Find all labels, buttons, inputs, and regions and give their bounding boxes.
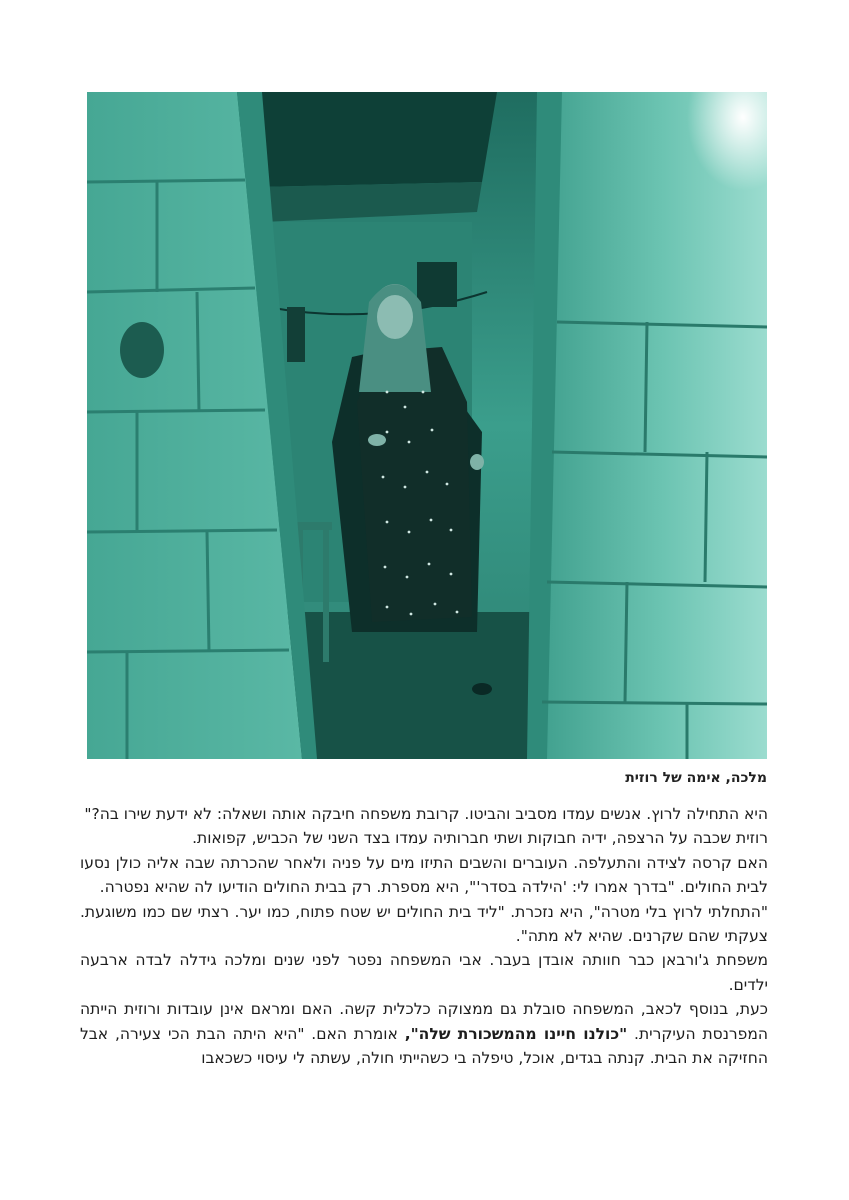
photo-woman-in-alley — [87, 92, 767, 759]
paragraph: "התחלתי לרוץ בלי מטרה", היא נזכרת. "ליד בית החולים יש שטח פתוח, כמו יער. רצתי שם כמו משוגעת. צעקתי שהם שקרנים. שהיא לא מתה". — [80, 902, 768, 946]
paragraph: האם קרסה לצידה והתעלפה. העוברים והשבים התיזו מים על פניה ולאחר שהכרתה שבה אליה כולן נסעו לבית החולים. "בדרך אמרו לי: 'הילדה בסדר'", היא מספרת. רק בבית החולים הודיעו לה שהיא נפטרה. — [80, 853, 768, 897]
paragraph: רוזית שכבה על הרצפה, ידיה חבוקות ושתי חברותיה עמדו בצד השני של הכביש, קפואות. — [192, 829, 768, 848]
paragraph-text: אומרת האם. "היא היתה הבת הכי צעירה, אבל החזיקה את הבית. קנתה בגדים, אוכל, טיפלה בי כשהייתי חולה, עשתה לי עיסוי כשכאבו — [80, 1024, 768, 1068]
photo-caption: מלכה, אימה של רוזית — [625, 770, 767, 786]
article-body — [80, 802, 768, 1070]
paragraph: משפחת ג'ורבאן כבר חוותה אובדן בעבר. אבי המשפחה נפטר לפני שנים ומלכה גידלה לבדה ארבעה ילדים. — [80, 951, 768, 994]
paragraph: היא התחילה לרוץ. אנשים עמדו מסביב והביטו. קרובת משפחה חיבקה אותה ושאלה: לא ידעת שירו בה?" — [84, 805, 768, 823]
paragraph — [80, 997, 768, 1070]
article-photo — [87, 92, 767, 759]
quote-highlight: "כולנו חיינו מהמשכורת שלה", — [404, 1024, 628, 1043]
paragraph-text: כעת, בנוסף לכאב, המשפחה סובלת גם ממצוקה כלכלית קשה. האם ומראם אינן עובדות ורוזית הייתה המפרנסת העיקרית. — [80, 1000, 769, 1043]
